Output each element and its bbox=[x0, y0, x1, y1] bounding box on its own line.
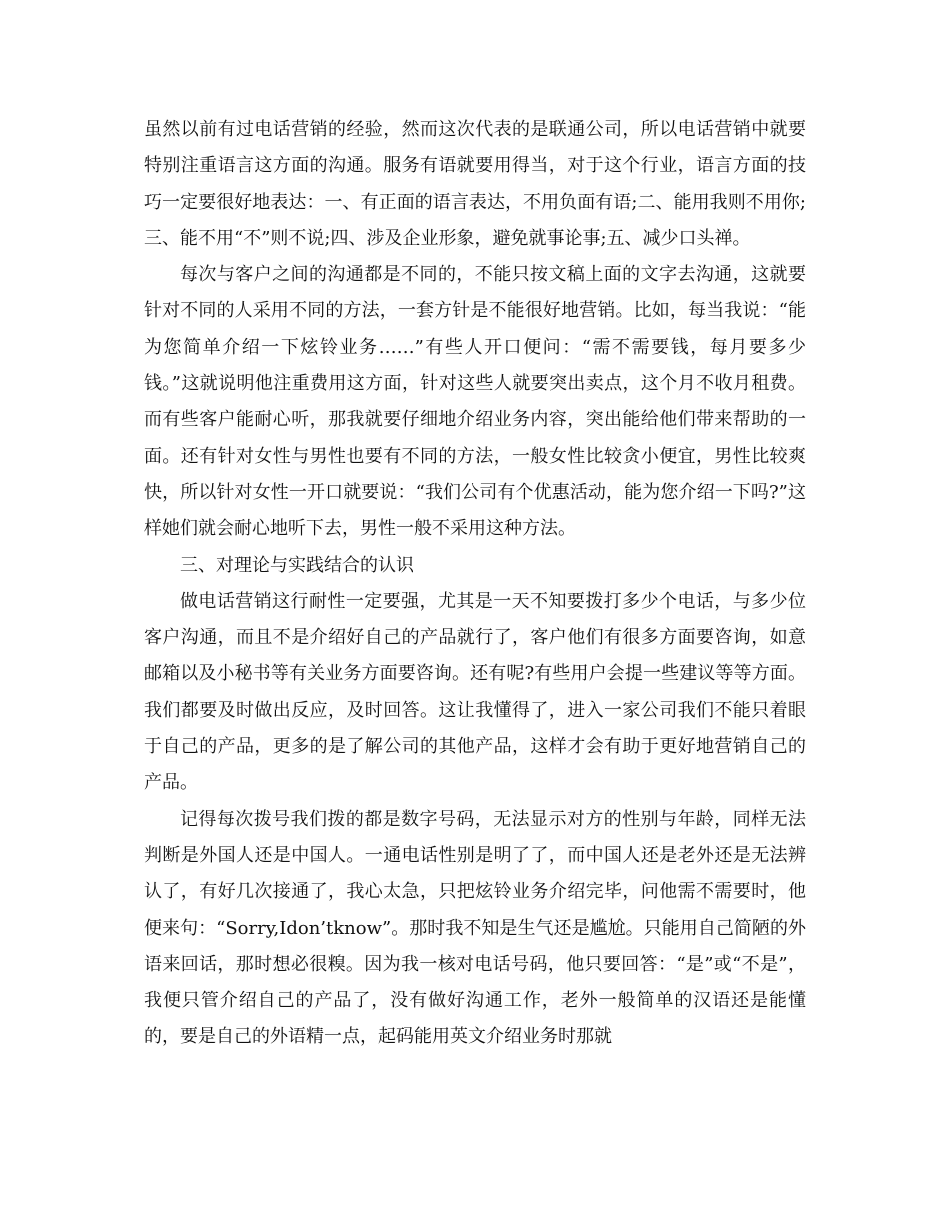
document-body bbox=[144, 112, 806, 1056]
section-heading: 三、对理论与实践结合的认识 bbox=[180, 554, 414, 576]
paragraph-1: 虽然以前有过电话营销的经验，然而这次代表的是联通公司，所以电话营销中就要特别注重语言这方面的沟通。服务有语就要用得当，对于这个行业，语言方面的技巧一定要很好地表达：一、有正面的语言表达，不用负面有语;二、能用我则不用你;三、能不用“不”则不说;四、涉及企业形象，避免就事论事;五、减少口头禅。 bbox=[144, 119, 806, 249]
paragraph-2: 每次与客户之间的沟通都是不同的，不能只按文稿上面的文字去沟通，这就要针对不同的人采用不同的方法，一套方针是不能很好地营销。比如，每当我说：“能为您简单介绍一下炫铃业务……”有些人开口便问：“需不需要钱，每月要多少钱。”这就说明他注重费用这方面，针对这些人就要突出卖点，这个月不收月租费。而有些客户能耐心听，那我就要仔细地介绍业务内容，突出能给他们带来帮助的一面。还有针对女性与男性也要有不同的方法，一般女性比较贪小便宜，男性比较爽快，所以针对女性一开口就要说：“我们公司有个优惠活动，能为您介绍一下吗?”这样她们就会耐心地听下去，男性一般不采用这种方法。 bbox=[144, 264, 806, 540]
paragraph-3: 做电话营销这行耐性一定要强，尤其是一天不知要拨打多少个电话，与多少位客户沟通，而且不是介绍好自己的产品就行了，客户他们有很多方面要咨询，如意邮箱以及小秘书等有关业务方面要咨询。还有呢?有些用户会提一些建议等等方面。我们都要及时做出反应，及时回答。这让我懂得了，进入一家公司我们不能只着眼于自己的产品，更多的是了解公司的其他产品，这样才会有助于更好地营销自己的产品。 bbox=[144, 590, 806, 794]
paragraph-4: 记得每次拨号我们拨的都是数字号码，无法显示对方的性别与年龄，同样无法判断是外国人还是中国人。一通电话性别是明了了，而中国人还是老外还是无法辨认了，有好几次接通了，我心太急，只把炫铃业务介绍完毕，问他需不需要时，他便来句：“Sorry,Idon’tknow”。那时我不知是生气还是尴尬。只能用自己简陋的外语来回话，那时想必很糗。因为我一核对电话号码，他只要回答：“是”或“不是”，我便只管介绍自己的产品了，没有做好沟通工作，老外一般简单的汉语还是能懂的，要是自己的外语精一点，起码能用英文介绍业务时那就 bbox=[144, 808, 806, 1048]
